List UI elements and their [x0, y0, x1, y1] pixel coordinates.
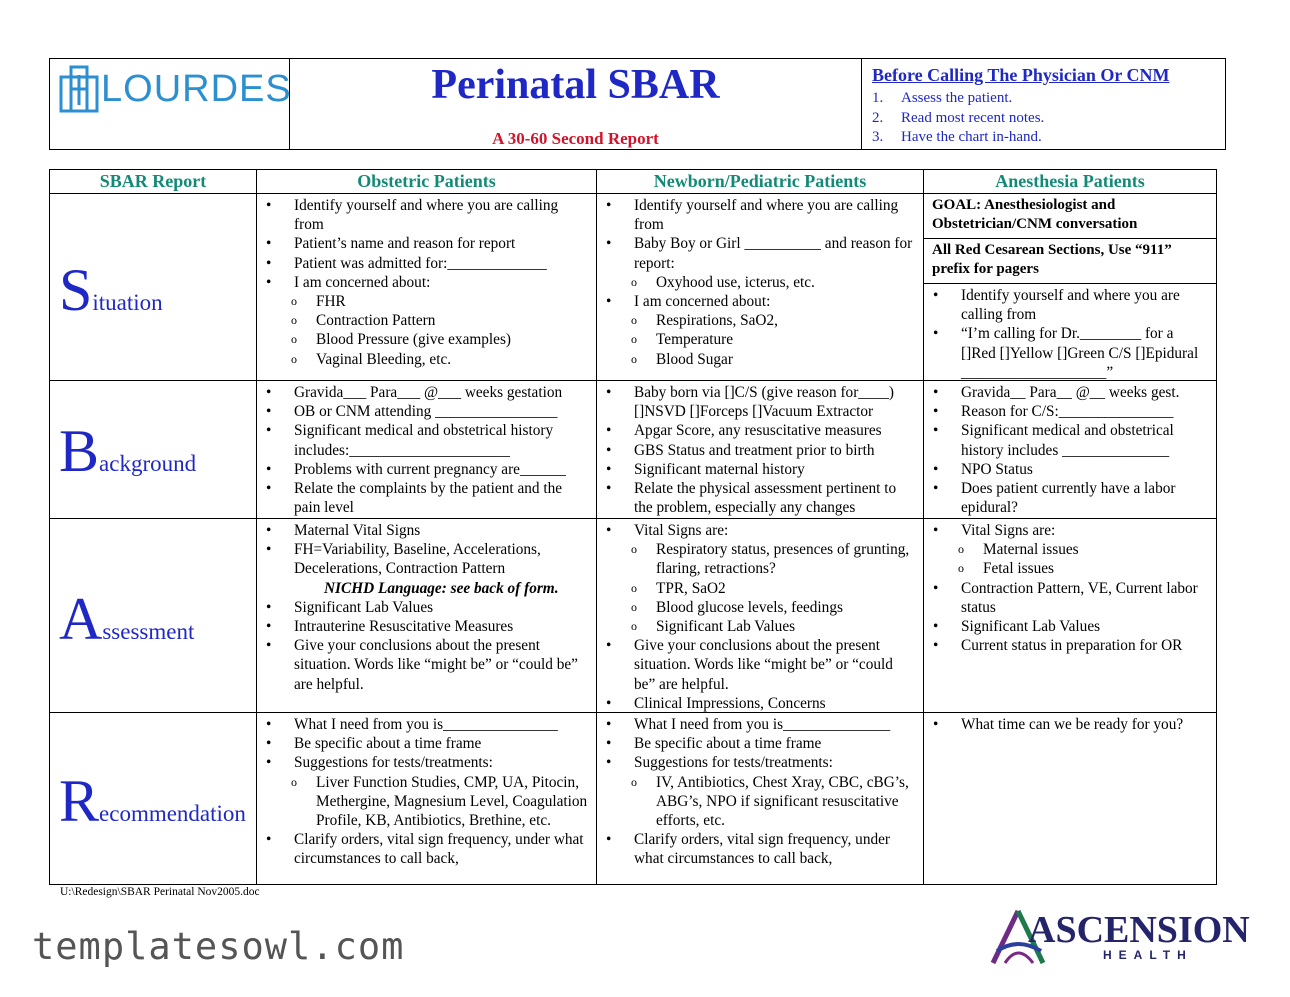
sbar-table	[49, 169, 1217, 885]
recommendation-label-cell	[50, 713, 256, 884]
list-item: • Does patient currently have a labor epidural?	[924, 479, 1210, 517]
list-item: • Significant medical and obstetrical history includes ______________	[924, 421, 1210, 459]
assessment-anesthesia	[923, 519, 1216, 712]
logo-text: LOURDES	[101, 68, 292, 110]
background-row	[50, 380, 1216, 518]
list-item: • I am concerned about: o Respirations, SaO2, o Temperature o Blood Sugar	[597, 292, 917, 369]
sub-item: o TPR, SaO2	[597, 579, 917, 598]
before-calling-item: 2. Read most recent notes.	[872, 109, 1045, 126]
sub-item: o Temperature	[597, 330, 917, 349]
sub-item: o Fetal issues	[924, 559, 1210, 578]
sub-item: o Blood Sugar	[597, 350, 917, 369]
table-header-row	[50, 170, 1216, 193]
list-item: • Identify yourself and where you are calling from	[924, 286, 1210, 324]
list-item: • Baby born via []C/S (give reason for____) []NSVD []Forceps []Vacuum Extractor	[597, 383, 917, 421]
recommendation-obstetric	[256, 713, 596, 884]
sub-item: o Oxyhood use, icterus, etc.	[597, 273, 917, 292]
list-item: • Current status in preparation for OR	[924, 636, 1210, 655]
list-item: • GBS Status and treatment prior to birth	[597, 441, 917, 460]
list-item: • Significant maternal history	[597, 460, 917, 479]
list-item: • Contraction Pattern, VE, Current labor status	[924, 579, 1210, 617]
list-item: • Give your conclusions about the present situation. Words like “might be” or “could be” are helpful.	[257, 636, 590, 694]
recommendation-newborn	[596, 713, 923, 884]
sub-item: o Vaginal Bleeding, etc.	[257, 350, 590, 369]
list-item: • Apgar Score, any resuscitative measures	[597, 421, 917, 440]
background-obstetric	[256, 381, 596, 518]
ascension-health: HEALTH	[1103, 948, 1193, 962]
list-item: • Clarify orders, vital sign frequency, under what circumstances to call back,	[597, 830, 917, 868]
list-item: • Maternal Vital Signs	[257, 521, 590, 540]
list-item: • Be specific about a time frame	[597, 734, 917, 753]
list-item: • Suggestions for tests/treatments: o IV, Antibiotics, Chest Xray, CBC, cBG’s, ABG’s, NPO if significant resuscitative efforts, etc.	[597, 753, 917, 830]
title-cell	[290, 59, 862, 149]
before-calling-title: Before Calling The Physician Or CNM	[872, 65, 1170, 85]
before-calling-cell	[862, 59, 1225, 149]
list-item: • Patient was admitted for:_____________	[257, 254, 590, 273]
situation-label-cell	[50, 194, 256, 380]
list-item: • “I’m calling for Dr.________ for a []Red []Yellow []Green C/S []Epidural ___________________”	[924, 324, 1210, 382]
background-label-cell	[50, 381, 256, 518]
list-item: • Gravida___ Para___ @___ weeks gestation	[257, 383, 590, 402]
sub-item: o Significant Lab Values	[597, 617, 917, 636]
assessment-row	[50, 518, 1216, 712]
assessment-newborn	[596, 519, 923, 712]
list-item: • Patient’s name and reason for report	[257, 234, 590, 253]
before-calling-list	[872, 89, 1044, 148]
nichd-note: NICHD Language: see back of form.	[324, 579, 559, 597]
recommendation-anesthesia	[923, 713, 1216, 884]
situation-obstetric	[256, 194, 596, 380]
col-head-obstetric: Obstetric Patients	[256, 170, 596, 193]
assessment-obstetric	[256, 519, 596, 712]
list-item: • Baby Boy or Girl __________ and reason for report: o Oxyhood use, icterus, etc.	[597, 234, 917, 292]
sub-item: o Respiratory status, presences of grunting, flaring, retractions?	[597, 540, 917, 578]
list-item: • Identify yourself and where you are calling from	[597, 196, 917, 234]
list-item: • What time can we be ready for you?	[924, 715, 1210, 734]
list-item: • Clarify orders, vital sign frequency, under what circumstances to call back,	[257, 830, 590, 868]
list-item: • Give your conclusions about the present situation. Words like “might be” or “could be” are helpful.	[597, 636, 917, 694]
situation-anesthesia	[923, 194, 1216, 380]
sub-item: o Maternal issues	[924, 540, 1210, 559]
watermark: templatesowl.com	[32, 925, 405, 968]
recommendation-label: R ecommendation	[59, 768, 246, 834]
sub-item: o Liver Function Studies, CMP, UA, Pitocin, Methergine, Magnesium Level, Coagulation Profile, KB, Antibiotics, Brethine, etc.	[257, 773, 590, 831]
list-item: • Gravida__ Para__ @__ weeks gest.	[924, 383, 1210, 402]
sub-item: o Respirations, SaO2,	[597, 311, 917, 330]
file-path: U:\Redesign\SBAR Perinatal Nov2005.doc	[60, 886, 260, 898]
red-cesarean-text: All Red Cesarean Sections, Use “911” prefix for pagers	[924, 239, 1216, 284]
sub-item: o IV, Antibiotics, Chest Xray, CBC, cBG’s, ABG’s, NPO if significant resuscitative efforts, etc.	[597, 773, 917, 831]
list-item: • Significant medical and obstetrical history includes:_____________________	[257, 421, 590, 459]
sub-item: o Blood glucose levels, feedings	[597, 598, 917, 617]
before-calling-item: 1. Assess the patient.	[872, 90, 1013, 106]
list-item: • Relate the physical assessment pertinent to the problem, especially any changes	[597, 479, 917, 517]
list-item: • Problems with current pregnancy are______	[257, 460, 590, 479]
page-subtitle: A 30-60 Second Report	[492, 129, 659, 148]
situation-row	[50, 193, 1216, 380]
ascension-logo	[983, 907, 1250, 969]
sub-item: o Contraction Pattern	[257, 311, 590, 330]
list-item: • Significant Lab Values	[257, 598, 590, 617]
logo-cell	[50, 59, 290, 149]
list-item: • Identify yourself and where you are calling from	[257, 196, 590, 234]
assessment-label-cell	[50, 519, 256, 712]
list-item: • What I need from you is______________	[597, 715, 917, 734]
situation-newborn	[596, 194, 923, 380]
sub-item: o Blood Pressure (give examples)	[257, 330, 590, 349]
list-item: • Reason for C/S:_______________	[924, 402, 1210, 421]
page-title: Perinatal SBAR	[431, 62, 720, 108]
list-item: • Suggestions for tests/treatments: o Liver Function Studies, CMP, UA, Pitocin, Methergine, Magnesium Level, Coagulation Profile, KB, Antibiotics, Brethine, etc.	[257, 753, 590, 830]
list-item: • Vital Signs are: o Maternal issues o Fetal issues	[924, 521, 1210, 579]
recommendation-row	[50, 712, 1216, 884]
background-anesthesia	[923, 381, 1216, 518]
background-label: B ackground	[59, 418, 197, 484]
background-newborn	[596, 381, 923, 518]
list-item: • Intrauterine Resuscitative Measures	[257, 617, 590, 636]
list-item: • Significant Lab Values	[924, 617, 1210, 636]
col-head-anesthesia: Anesthesia Patients	[923, 170, 1216, 193]
header-box	[49, 58, 1226, 150]
list-item: • Be specific about a time frame	[257, 734, 590, 753]
list-item: • NPO Status	[924, 460, 1210, 479]
list-item: • Clinical Impressions, Concerns	[597, 694, 917, 713]
list-item: • Vital Signs are: o Respiratory status, presences of grunting, flaring, retractions? o TPR, SaO2 o Blood glucose levels, feedings o Significant Lab Values	[597, 521, 917, 636]
situation-label: S ituation	[59, 257, 163, 323]
list-item: • What I need from you is_______________	[257, 715, 590, 734]
goal-text: GOAL: Anesthesiologist and Obstetrician/CNM conversation	[924, 194, 1216, 239]
list-item: • Relate the complaints by the patient and the pain level	[257, 479, 590, 517]
col-head-newborn: Newborn/Pediatric Patients	[596, 170, 923, 193]
lourdes-cross-icon	[59, 65, 99, 113]
before-calling-item: 3. Have the chart in-hand.	[872, 129, 1042, 145]
lourdes-logo	[59, 65, 292, 113]
sub-item: o FHR	[257, 292, 590, 311]
assessment-label: A ssessment	[59, 586, 195, 652]
col-head-sbar: SBAR Report	[99, 171, 207, 191]
list-item: • I am concerned about: o FHR o Contraction Pattern o Blood Pressure (give examples) o Vaginal Bleeding, etc.	[257, 273, 590, 369]
list-item: • FH=Variability, Baseline, Accelerations, Decelerations, Contraction Pattern NICHD Language: see back of form.	[257, 540, 590, 598]
ascension-wordmark: ASCENSION	[1028, 909, 1250, 951]
list-item: • OB or CNM attending ________________	[257, 402, 590, 421]
